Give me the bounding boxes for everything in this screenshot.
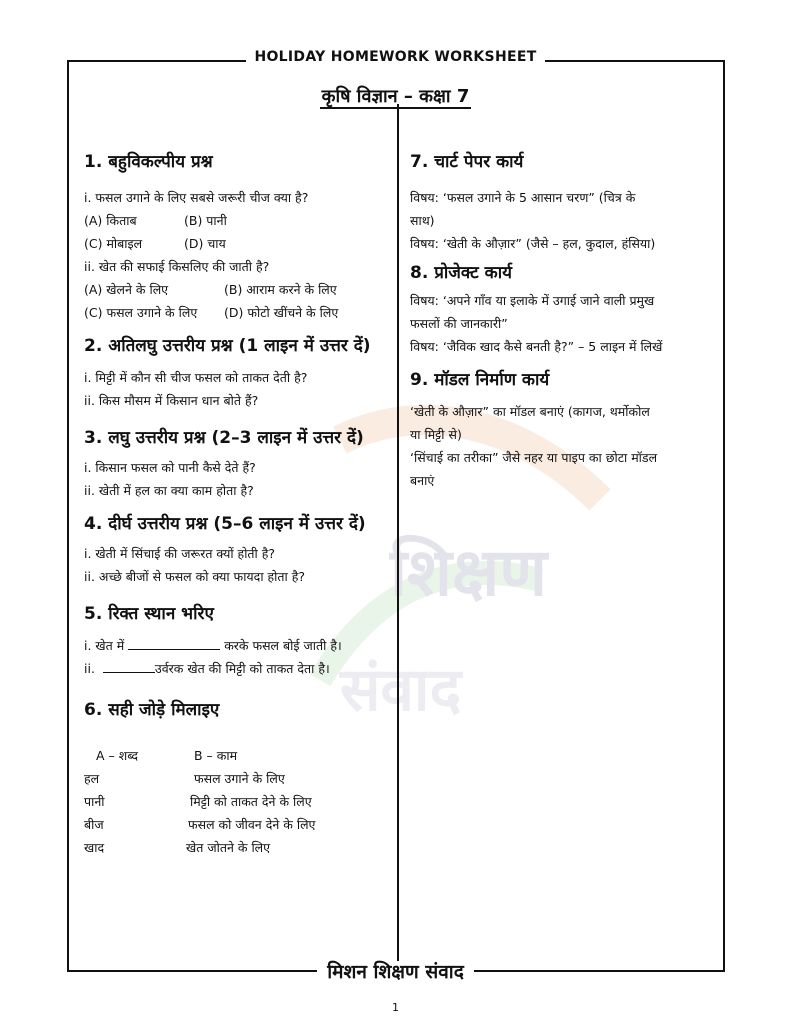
page-number: 1 [392,1001,399,1014]
s1-q2-options-row-1 [84,278,394,301]
s1-q1-option-c: (C) मोबाइल [84,236,143,251]
s3-question-2: ii. खेती में हल का क्या काम होता है? [84,483,254,498]
s1-q1-option-b: (B) पानी [184,213,227,228]
section-2-heading: 2. अतिलघु उत्तरीय प्रश्न (1 लाइन में उत्तर दें) [84,336,371,356]
s6-row-1-b: फसल उगाने के लिए [194,771,285,786]
right-column [410,150,722,492]
s1-q1-option-d: (D) चाय [184,236,226,251]
section-8-heading: 8. प्रोजेक्ट कार्य [410,263,512,283]
s8-line-2: फसलों की जानकारी” [410,316,508,331]
footer-title: मिशन शिक्षण संवाद [317,961,474,983]
s5-q2-blank[interactable] [103,660,155,673]
s6-row-3-b: फसल को जीवन देने के लिए [188,817,316,832]
column-divider [397,104,399,972]
s1-q2-option-a: (A) खेलने के लिए [84,282,169,297]
s1-q2-option-b: (B) आराम करने के लिए [224,282,337,297]
watermark-text-1: शिक्षण [390,534,548,611]
s7-line-3: विषय: ‘खेती के औज़ार” (जैसे – हल, कुदाल, हंसिया) [410,236,656,251]
left-column [84,150,394,859]
worksheet-header [0,49,791,65]
s9-line-1: ‘खेती के औज़ार” का मॉडल बनाएं (कागज, थर्मोकोल [410,404,650,419]
s5-q1-prefix: i. खेत में [84,638,125,653]
s7-line-2: साथ) [410,213,435,228]
s9-line-4: बनाएं [410,473,435,488]
s6-col-b-header: B – काम [194,748,238,763]
s6-row-1 [84,767,394,790]
s6-row-1-a: हल [84,771,100,786]
s5-question-2 [84,657,394,680]
s6-header-row [84,744,394,767]
s4-question-2: ii. अच्छे बीजों से फसल को क्या फायदा होता है? [84,569,306,584]
s5-q1-suffix: करके फसल बोई जाती है। [224,638,342,653]
section-9-heading: 9. मॉडल निर्माण कार्य [410,370,550,390]
s1-q1-options-row-1 [84,209,394,232]
s1-q1-options-row-2 [84,232,394,255]
s9-line-3: ‘सिंचाई का तरीका” जैसे नहर या पाइप का छोटा मॉडल [410,450,658,465]
section-1-heading: 1. बहुविकल्पीय प्रश्न [84,152,213,172]
section-3-heading: 3. लघु उत्तरीय प्रश्न (2–3 लाइन में उत्तर दें) [84,428,364,448]
s3-question-1: i. किसान फसल को पानी कैसे देते हैं? [84,460,256,475]
section-5-heading: 5. रिक्त स्थान भरिए [84,604,214,624]
s1-q2-options-row-2 [84,301,394,324]
watermark-text-2: संवाद [340,655,462,725]
s6-row-3-a: बीज [84,817,104,832]
s9-line-2: या मिट्टी से) [410,427,462,442]
s4-question-1: i. खेती में सिंचाई की जरूरत क्यों होती है? [84,546,276,561]
s1-question-2: ii. खेत की सफाई किसलिए की जाती है? [84,259,270,274]
s2-question-2: ii. किस मौसम में किसान धान बोते हैं? [84,393,259,408]
worksheet-subtitle-wrap [0,84,791,108]
s6-row-4-b: खेत जोतने के लिए [186,840,271,855]
section-4-heading: 4. दीर्घ उत्तरीय प्रश्न (5–6 लाइन में उत्तर दें) [84,514,366,534]
worksheet-subtitle: कृषि विज्ञान – कक्षा 7 [321,86,470,107]
s5-q2-prefix: ii. [84,661,95,676]
s6-row-3 [84,813,394,836]
worksheet-title: HOLIDAY HOMEWORK WORKSHEET [246,49,544,65]
s5-q1-blank[interactable] [128,637,220,650]
s7-line-1: विषय: ‘फसल उगाने के 5 आसान चरण” (चित्र के [410,190,636,205]
s1-q1-option-a: (A) किताब [84,213,137,228]
s1-q2-option-c: (C) फसल उगाने के लिए [84,305,198,320]
s1-question-1: i. फसल उगाने के लिए सबसे जरूरी चीज क्या है? [84,190,309,205]
s2-question-1: i. मिट्टी में कौन सी चीज फसल को ताकत देती है? [84,370,308,385]
s6-col-a-header: A – शब्द [96,748,139,763]
s6-row-2 [84,790,394,813]
section-6-heading: 6. सही जोड़े मिलाइए [84,700,220,720]
s6-row-4-a: खाद [84,840,105,855]
footer-brand [0,958,791,984]
s6-row-2-a: पानी [84,794,105,809]
s6-row-2-b: मिट्टी को ताकत देने के लिए [190,794,312,809]
s1-q2-option-d: (D) फोटो खींचने के लिए [224,305,339,320]
s5-q2-suffix: उर्वरक खेत की मिट्टी को ताकत देता है। [154,661,330,676]
s6-row-4 [84,836,394,859]
s5-question-1 [84,634,394,657]
section-7-heading: 7. चार्ट पेपर कार्य [410,152,524,172]
s8-line-1: विषय: ‘अपने गाँव या इलाके में उगाई जाने वाली प्रमुख [410,293,655,308]
s8-line-3: विषय: ‘जैविक खाद कैसे बनती है?” – 5 लाइन में लिखें [410,339,663,354]
